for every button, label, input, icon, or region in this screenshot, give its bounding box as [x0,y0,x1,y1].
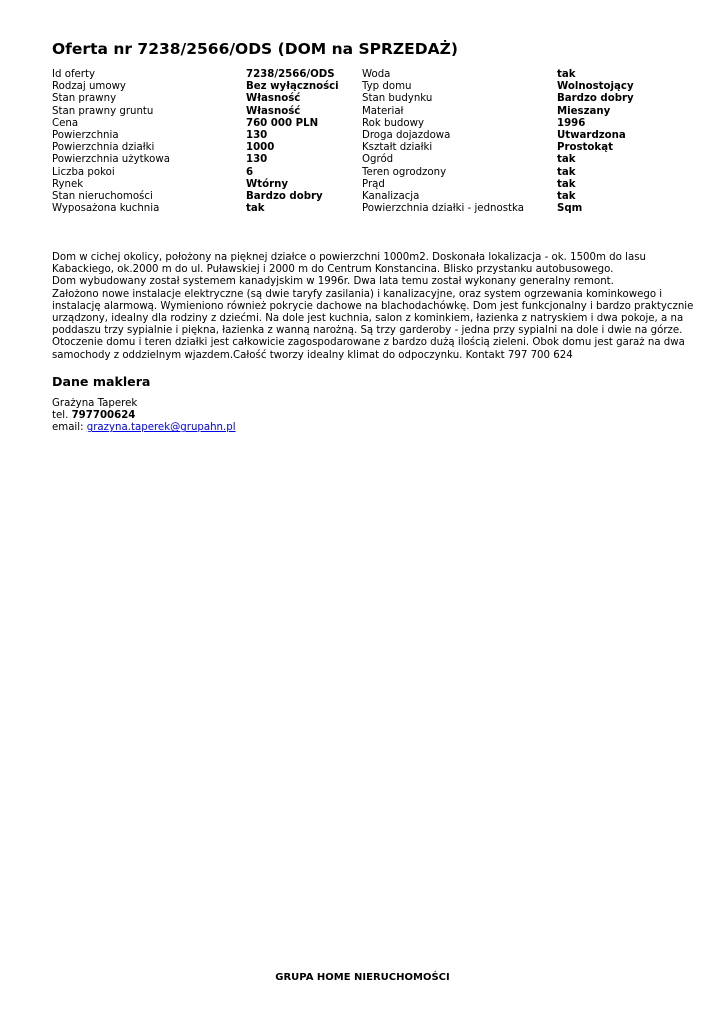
detail-label: Droga dojazdowa [362,130,451,142]
agent-phone-label: tel. [52,410,69,422]
description-line: samochody z oddzielnym wjazdem.Całość tworzy idealny klimat do odpoczynku. Kontakt 797 700 624 [52,349,573,361]
detail-label: Rok budowy [362,117,424,129]
detail-label: Stan prawny gruntu [52,105,154,117]
detail-value: Mieszany [557,105,611,117]
detail-value: tak [557,166,576,178]
detail-row [52,130,634,142]
description-line: Założono nowe instalacje elektryczne (są dwie taryfy zasilania) i kanalizacyjne, oraz system ogrzewania kominkowego i [52,288,663,300]
detail-value: 1000 [246,142,275,154]
agent-name: Grażyna Taperek [52,398,138,409]
description-line: Dom wybudowany został systemem kanadyjskim w 1996r. Dwa lata temu został wykonany generalny remont. [52,276,614,288]
detail-value: Własność [246,105,301,117]
detail-label: Stan nieruchomości [52,191,153,203]
detail-value: Wtórny [246,178,289,190]
description-line: instalację alarmową. Wymieniono również pokrycie dachowe na blachodachówkę. Dom jest funkcjonalny i bardzo praktycznie [52,300,694,312]
detail-label: Teren ogrodzony [362,166,447,178]
detail-value: Wolnostojący [557,81,634,93]
detail-value: Własność [246,93,301,105]
page-title: Oferta nr 7238/2566/ODS (DOM na SPRZEDAŻ) [52,40,458,58]
detail-value: 1996 [557,117,586,129]
detail-label: Liczba pokoi [52,166,115,178]
detail-value: Bardzo dobry [246,191,323,203]
detail-value: tak [557,178,576,190]
detail-value: Prostokąt [557,142,613,154]
footer-company-name: GRUPA HOME NIERUCHOMOŚCI [275,972,450,983]
detail-label: Ogród [362,154,394,166]
detail-label: Rynek [52,178,84,190]
agent-email-label: email: [52,422,84,434]
detail-row [52,118,634,130]
detail-value: 6 [246,166,254,178]
description-line: Dom w cichej okolicy, położony na pięknej działce o powierzchni 1000m2. Doskonała lokalizacja - ok. 1500m do lasu [52,252,646,263]
detail-value: Sqm [557,203,583,215]
detail-value: 130 [246,130,268,142]
detail-label: Powierzchnia [52,130,119,142]
detail-label: Prąd [362,178,385,190]
detail-value: 7238/2566/ODS [246,69,335,80]
detail-value: tak [557,191,576,203]
detail-value: tak [557,69,576,80]
detail-label: Cena [52,117,79,129]
description-line: Otoczenie domu i teren działki jest całkowicie zagospodarowane z bardzo dużą ilością zieleni. Obok domu jest garaż na dwa [52,337,685,349]
offer-description [52,252,694,362]
detail-value: Bardzo dobry [557,93,634,105]
detail-label: Typ domu [362,81,412,93]
detail-label: Stan budynku [362,93,433,105]
detail-value: 130 [246,154,268,166]
offer-details-body [52,69,634,215]
agent-email-line [52,422,236,434]
detail-value: 760 000 PLN [246,117,319,129]
detail-label: Kanalizacja [362,191,420,203]
agent-email-link[interactable]: grazyna.taperek@grupahn.pl [86,422,236,434]
detail-label: Powierzchnia działki - jednostka [362,203,524,215]
agent-phone: 797700624 [71,410,136,422]
detail-row [52,69,634,81]
detail-row [52,179,634,191]
detail-row [52,93,634,105]
offer-details-table [52,69,634,215]
description-line: urządzony, idealny dla rodziny z dziećmi. Na dole jest kuchnia, salon z kominkiem, łazienka z natryskiem i dwa pokoje, a na [52,313,684,325]
detail-value: Utwardzona [557,130,626,142]
detail-row [52,154,634,166]
agent-contact [52,398,236,435]
description-line: poddaszu trzy sypialnie i piękna, łazienka z wanną narożną. Są trzy garderoby - jedna przy sypialni na dole i dwie na górze. [52,325,683,337]
description-line: Kabackiego, ok.2000 m do ul. Puławskiej i 2000 m do Centrum Konstancina. Blisko przystanku autobusowego. [52,264,614,276]
detail-value: tak [557,154,576,166]
detail-label: Powierzchnia użytkowa [52,154,170,166]
detail-label: Powierzchnia działki [52,142,155,154]
detail-row [52,106,634,118]
detail-row [52,203,634,215]
agent-phone-line [52,410,236,422]
detail-value: tak [246,203,265,215]
detail-label: Id oferty [52,69,96,80]
detail-label: Stan prawny [52,93,117,105]
detail-row [52,142,634,154]
detail-label: Kształt działki [362,142,433,154]
detail-label: Rodzaj umowy [52,81,126,93]
detail-value: Bez wyłączności [246,81,339,93]
detail-row [52,167,634,179]
detail-label: Wyposażona kuchnia [52,203,160,215]
detail-row [52,81,634,93]
detail-label: Woda [362,69,391,80]
detail-row [52,191,634,203]
agent-section-heading: Dane maklera [52,374,151,389]
detail-label: Materiał [362,105,404,117]
